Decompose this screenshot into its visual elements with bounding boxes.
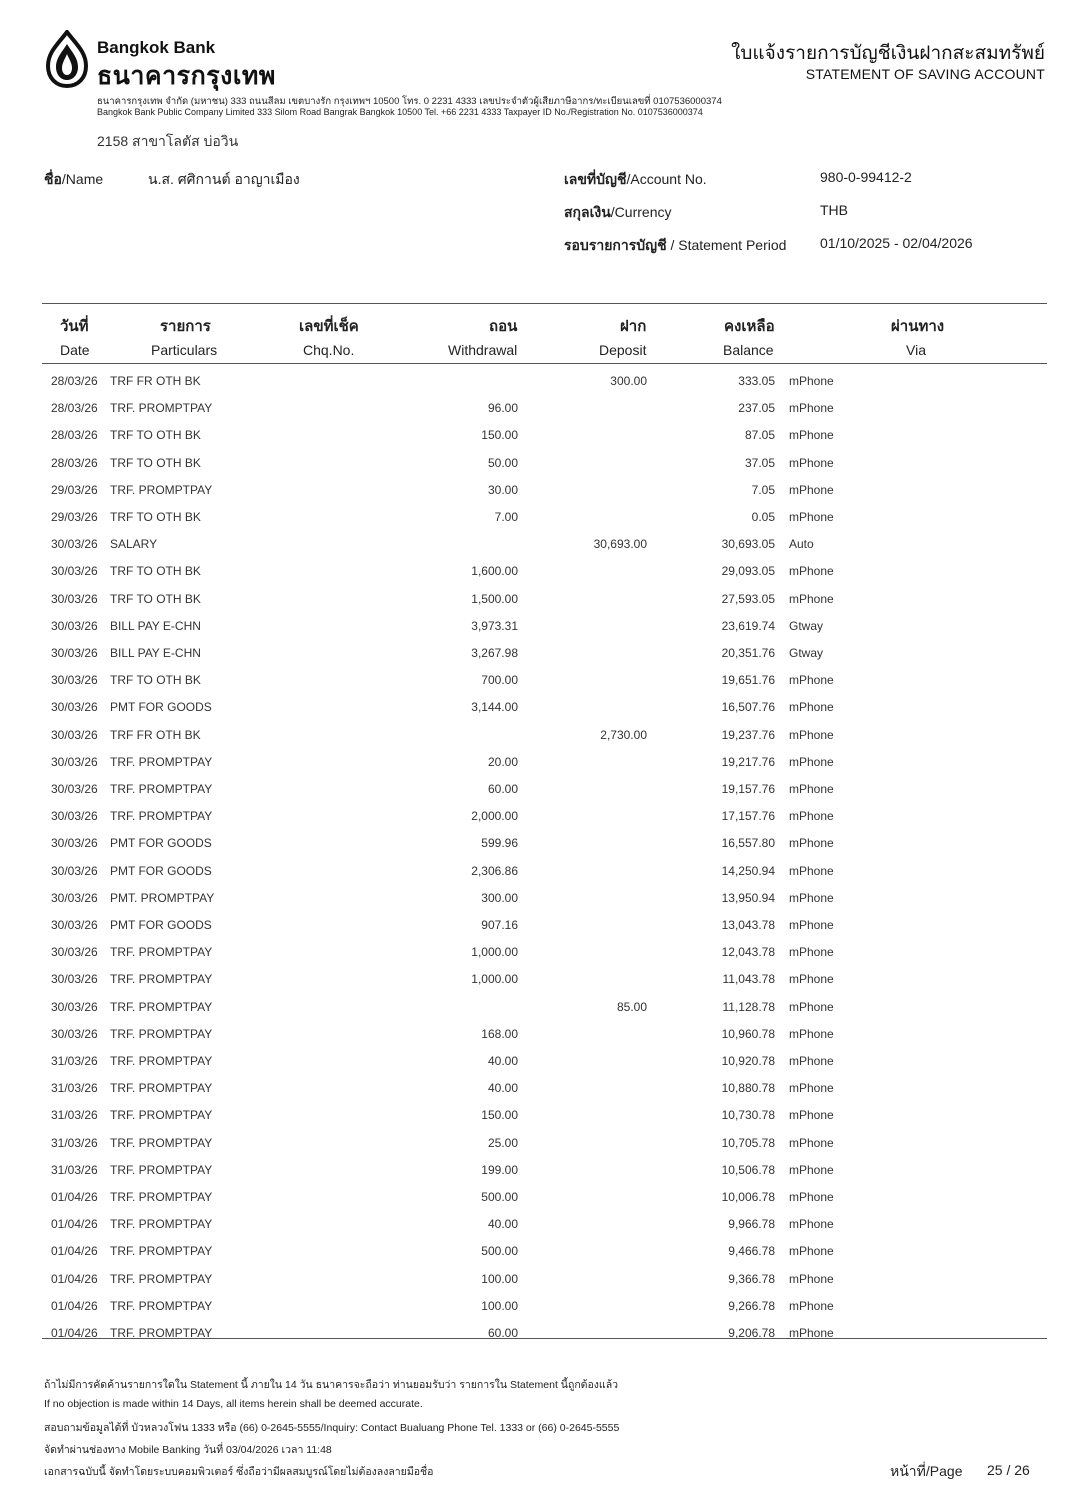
- row-via: mPhone: [789, 863, 834, 878]
- row-particulars: TRF. PROMPTPAY: [110, 1326, 213, 1340]
- row-date: 30/03/26: [51, 673, 98, 688]
- row-withdrawal: 25.00: [487, 1135, 518, 1150]
- row-balance: 19,217.76: [721, 754, 775, 769]
- row-withdrawal: 700.00: [481, 673, 518, 688]
- table-row: [0, 891, 1090, 909]
- row-particulars: TRF. PROMPTPAY: [110, 972, 213, 987]
- account-no-value: 980-0-99412-2: [820, 169, 912, 185]
- row-date: 31/03/26: [51, 1081, 98, 1096]
- row-deposit: 300.00: [610, 374, 647, 388]
- row-withdrawal: 500.00: [481, 1244, 518, 1259]
- row-withdrawal: 1,500.00: [471, 591, 518, 606]
- row-withdrawal: 30.00: [487, 482, 518, 497]
- bank-address-th: ธนาคารกรุงเทพ จำกัด (มหาชน) 333 ถนนสีลม เขตบางรัก กรุงเทพฯ 10500 โทร. 0 2231 4333 เลขประจำตัวผู้เสียภาษีอากร/ทะเบียนเลขที่ 0107536000374: [97, 96, 722, 107]
- table-row: [0, 1081, 1090, 1099]
- row-date: 28/03/26: [51, 374, 98, 388]
- row-via: mPhone: [789, 401, 834, 416]
- row-particulars: TRF TO OTH BK: [110, 510, 201, 524]
- row-particulars: TRF. PROMPTPAY: [110, 1271, 213, 1286]
- brand-name-en: Bangkok Bank: [97, 38, 216, 57]
- header-via-th: ผ่านทาง: [891, 318, 945, 335]
- row-particulars: TRF. PROMPTPAY: [110, 782, 213, 796]
- row-date: 30/03/26: [51, 754, 98, 769]
- row-particulars: TRF TO OTH BK: [110, 673, 201, 688]
- row-via: mPhone: [789, 1135, 834, 1150]
- row-balance: 9,206.78: [728, 1326, 775, 1340]
- table-row: [0, 1217, 1090, 1235]
- row-date: 30/03/26: [51, 564, 98, 579]
- row-particulars: TRF. PROMPTPAY: [110, 754, 213, 769]
- row-via: mPhone: [789, 1054, 834, 1068]
- table-bottom-rule: [42, 1338, 1047, 1339]
- table-row: [0, 1000, 1090, 1018]
- row-particulars: TRF. PROMPTPAY: [110, 1081, 213, 1096]
- row-withdrawal: 3,973.31: [471, 618, 518, 633]
- row-balance: 30,693.05: [721, 537, 775, 552]
- row-via: mPhone: [789, 945, 834, 960]
- row-withdrawal: 1,000.00: [471, 945, 518, 960]
- row-withdrawal: 300.00: [481, 890, 518, 905]
- header-withdrawal-en: Withdrawal: [448, 342, 518, 358]
- statement-title-th: ใบแจ้งรายการบัญชีเงินฝากสะสมทรัพย์: [731, 43, 1045, 64]
- row-via: mPhone: [789, 1326, 834, 1340]
- row-date: 30/03/26: [51, 618, 98, 633]
- row-particulars: TRF FR OTH BK: [110, 374, 201, 388]
- row-balance: 0.05: [751, 510, 775, 524]
- row-date: 31/03/26: [51, 1054, 98, 1068]
- header-balance-th: คงเหลือ: [724, 318, 775, 335]
- table-row: [0, 700, 1090, 718]
- row-date: 30/03/26: [51, 918, 98, 932]
- header-particulars-en: Particulars: [151, 342, 218, 358]
- row-balance: 87.05: [744, 428, 775, 443]
- row-deposit: 85.00: [616, 999, 647, 1014]
- row-date: 30/03/26: [51, 782, 98, 796]
- row-date: 30/03/26: [51, 591, 98, 606]
- row-via: Auto: [789, 537, 814, 552]
- row-balance: 10,006.78: [721, 1190, 775, 1204]
- row-particulars: TRF FR OTH BK: [110, 727, 201, 742]
- row-via: mPhone: [789, 809, 834, 824]
- row-date: 30/03/26: [51, 809, 98, 824]
- row-via: mPhone: [789, 782, 834, 796]
- row-withdrawal: 96.00: [487, 401, 518, 416]
- row-withdrawal: 60.00: [487, 1326, 518, 1340]
- table-row: [0, 537, 1090, 555]
- row-via: mPhone: [789, 1217, 834, 1232]
- row-balance: 19,651.76: [721, 673, 775, 688]
- row-withdrawal: 199.00: [481, 1162, 518, 1177]
- row-balance: 10,506.78: [721, 1162, 775, 1177]
- row-withdrawal: 150.00: [481, 1108, 518, 1123]
- row-particulars: TRF. PROMPTPAY: [110, 1135, 213, 1150]
- table-row: [0, 401, 1090, 419]
- row-deposit: 2,730.00: [600, 727, 647, 742]
- bank-address-en: Bangkok Bank Public Company Limited 333 Silom Road Bangrak Bangkok 10500 Tel. +66 2231 4333 Taxpayer ID No./Registration No. 0107536000374: [97, 107, 703, 117]
- table-row: [0, 728, 1090, 746]
- row-particulars: TRF TO OTH BK: [110, 564, 201, 579]
- row-withdrawal: 7.00: [494, 510, 518, 524]
- row-via: mPhone: [789, 700, 834, 715]
- row-particulars: TRF. PROMPTPAY: [110, 401, 213, 416]
- row-via: mPhone: [789, 673, 834, 688]
- header-deposit-th: ฝาก: [620, 318, 647, 335]
- page-number-label: หน้าที่/Page: [890, 1463, 963, 1479]
- row-date: 28/03/26: [51, 455, 98, 470]
- header-chqno-th: เลขที่เช็ค: [299, 318, 359, 335]
- row-date: 01/04/26: [51, 1326, 98, 1340]
- row-withdrawal: 50.00: [487, 455, 518, 470]
- row-withdrawal: 40.00: [487, 1054, 518, 1068]
- row-particulars: TRF. PROMPTPAY: [110, 1162, 213, 1177]
- row-balance: 11,043.78: [722, 972, 775, 987]
- branch-name: 2158 สาขาโลตัส บ่อวิน: [97, 133, 239, 149]
- row-balance: 20,351.76: [721, 646, 775, 660]
- row-via: mPhone: [789, 374, 834, 388]
- row-date: 29/03/26: [51, 482, 98, 497]
- table-row: [0, 918, 1090, 936]
- statement-title-en: STATEMENT OF SAVING ACCOUNT: [805, 66, 1045, 82]
- row-date: 30/03/26: [51, 646, 98, 660]
- row-via: mPhone: [789, 1081, 834, 1096]
- row-particulars: TRF. PROMPTPAY: [110, 809, 213, 824]
- row-balance: 13,043.78: [721, 918, 775, 932]
- row-via: mPhone: [789, 1026, 834, 1041]
- table-row: [0, 1326, 1090, 1344]
- row-balance: 23,619.74: [721, 618, 775, 633]
- row-date: 01/04/26: [51, 1244, 98, 1259]
- table-row: [0, 1027, 1090, 1045]
- row-balance: 9,466.78: [728, 1244, 775, 1259]
- row-particulars: PMT. PROMPTPAY: [110, 890, 215, 905]
- bangkok-bank-logo-icon: [44, 30, 90, 88]
- row-balance: 9,966.78: [728, 1217, 775, 1232]
- table-row: [0, 673, 1090, 691]
- account-holder-name: น.ส. ศศิกานต์ อาญาเมือง: [148, 171, 300, 187]
- row-date: 30/03/26: [51, 863, 98, 878]
- row-withdrawal: 40.00: [487, 1081, 518, 1096]
- row-date: 30/03/26: [51, 727, 98, 742]
- table-row: [0, 945, 1090, 963]
- table-row: [0, 836, 1090, 854]
- row-particulars: TRF. PROMPTPAY: [110, 1054, 213, 1068]
- statement-period-label: รอบรายการบัญชี / Statement Period: [564, 237, 787, 253]
- row-balance: 10,705.78: [721, 1135, 775, 1150]
- brand-name-th: ธนาคารกรุงเทพ: [97, 62, 276, 90]
- footer-inquiry: สอบถามข้อมูลได้ที่ บัวหลวงโฟน 1333 หรือ (66) 0-2645-5555/Inquiry: Contact Bualuang Phone Tel. 1333 or (66) 0-2645-5555: [44, 1422, 620, 1434]
- table-row: [0, 1190, 1090, 1208]
- name-label: ชื่อ/Name: [44, 171, 104, 187]
- table-row: [0, 456, 1090, 474]
- row-particulars: TRF TO OTH BK: [110, 591, 201, 606]
- row-withdrawal: 907.16: [481, 918, 518, 932]
- row-date: 31/03/26: [51, 1162, 98, 1177]
- row-balance: 19,157.76: [721, 782, 775, 796]
- row-particulars: TRF. PROMPTPAY: [110, 945, 213, 960]
- row-balance: 37.05: [744, 455, 775, 470]
- row-via: Gtway: [789, 618, 824, 633]
- row-via: mPhone: [789, 836, 834, 851]
- row-withdrawal: 20.00: [487, 754, 518, 769]
- row-balance: 9,366.78: [728, 1271, 775, 1286]
- table-row: [0, 592, 1090, 610]
- row-balance: 9,266.78: [728, 1298, 775, 1313]
- row-date: 30/03/26: [51, 537, 98, 552]
- row-withdrawal: 3,144.00: [471, 700, 518, 715]
- table-row: [0, 1244, 1090, 1262]
- row-balance: 17,157.76: [721, 809, 775, 824]
- header-withdrawal-th: ถอน: [489, 318, 518, 335]
- row-particulars: SALARY: [110, 537, 158, 552]
- header-date-th: วันที่: [60, 318, 89, 335]
- row-withdrawal: 100.00: [481, 1271, 518, 1286]
- row-date: 28/03/26: [51, 401, 98, 416]
- table-row: [0, 809, 1090, 827]
- row-particulars: PMT FOR GOODS: [110, 836, 212, 851]
- row-particulars: TRF. PROMPTPAY: [110, 1244, 213, 1259]
- row-balance: 13,950.94: [721, 890, 775, 905]
- header-date-en: Date: [60, 342, 90, 358]
- row-via: mPhone: [789, 1108, 834, 1123]
- row-withdrawal: 1,000.00: [471, 972, 518, 987]
- row-balance: 11,128.78: [722, 999, 775, 1014]
- row-via: mPhone: [789, 972, 834, 987]
- currency-label: สกุลเงิน/Currency: [564, 204, 672, 220]
- header-particulars-th: รายการ: [160, 318, 211, 335]
- row-date: 30/03/26: [51, 890, 98, 905]
- row-particulars: BILL PAY E-CHN: [110, 618, 201, 633]
- row-date: 30/03/26: [51, 1026, 98, 1041]
- row-via: mPhone: [789, 482, 834, 497]
- row-withdrawal: 168.00: [481, 1026, 518, 1041]
- row-via: mPhone: [789, 918, 834, 932]
- row-date: 30/03/26: [51, 945, 98, 960]
- row-via: mPhone: [789, 455, 834, 470]
- account-no-label: เลขที่บัญชี/Account No.: [564, 171, 707, 187]
- row-date: 31/03/26: [51, 1108, 98, 1123]
- header-balance-en: Balance: [723, 342, 774, 358]
- table-row: [0, 1054, 1090, 1072]
- row-particulars: TRF. PROMPTPAY: [110, 1190, 213, 1204]
- row-balance: 10,880.78: [721, 1081, 775, 1096]
- row-via: mPhone: [789, 1162, 834, 1177]
- page-number-value: 25 / 26: [987, 1462, 1030, 1478]
- row-withdrawal: 599.96: [481, 836, 518, 851]
- row-particulars: BILL PAY E-CHN: [110, 646, 201, 660]
- row-date: 29/03/26: [51, 510, 98, 524]
- row-balance: 14,250.94: [721, 863, 775, 878]
- table-row: [0, 755, 1090, 773]
- row-date: 01/04/26: [51, 1298, 98, 1313]
- row-withdrawal: 2,306.86: [471, 863, 518, 878]
- row-date: 31/03/26: [51, 1135, 98, 1150]
- row-via: mPhone: [789, 754, 834, 769]
- table-row: [0, 619, 1090, 637]
- table-header-rule: [42, 363, 1047, 364]
- row-date: 30/03/26: [51, 972, 98, 987]
- row-balance: 19,237.76: [721, 727, 775, 742]
- table-row: [0, 1272, 1090, 1290]
- table-row: [0, 972, 1090, 990]
- footer-objection-th: ถ้าไม่มีการคัดค้านรายการใดใน Statement นี้ ภายใน 14 วัน ธนาคารจะถือว่า ท่านยอมรับว่า รายการใน Statement นี้ถูกต้องแล้ว: [44, 1379, 619, 1391]
- row-particulars: PMT FOR GOODS: [110, 918, 212, 932]
- table-row: [0, 646, 1090, 664]
- row-via: mPhone: [789, 1271, 834, 1286]
- row-date: 01/04/26: [51, 1217, 98, 1232]
- row-particulars: TRF. PROMPTPAY: [110, 1026, 213, 1041]
- row-via: Gtway: [789, 646, 824, 660]
- row-balance: 333.05: [738, 374, 775, 388]
- footer-computer-generated-note: เอกสารฉบับนี้ จัดทำโดยระบบคอมพิวเตอร์ ซึ่งถือว่ามีผลสมบูรณ์โดยไม่ต้องลงลายมือชื่อ: [44, 1466, 434, 1478]
- row-balance: 29,093.05: [721, 564, 775, 579]
- row-balance: 10,960.78: [721, 1026, 775, 1041]
- table-row: [0, 782, 1090, 800]
- header-chqno-en: Chq.No.: [303, 342, 355, 358]
- row-deposit: 30,693.00: [593, 537, 647, 552]
- row-balance: 10,920.78: [721, 1054, 775, 1068]
- row-withdrawal: 100.00: [481, 1298, 518, 1313]
- row-via: mPhone: [789, 1244, 834, 1259]
- row-particulars: TRF. PROMPTPAY: [110, 999, 213, 1014]
- row-particulars: TRF. PROMPTPAY: [110, 1298, 213, 1313]
- currency-value: THB: [820, 202, 848, 218]
- table-top-rule: [42, 303, 1047, 304]
- table-row: [0, 483, 1090, 501]
- row-balance: 237.05: [738, 401, 775, 416]
- footer-generated-date: จัดทำผ่านช่องทาง Mobile Banking วันที่ 03/04/2026 เวลา 11:48: [44, 1444, 332, 1456]
- row-date: 30/03/26: [51, 836, 98, 851]
- row-particulars: PMT FOR GOODS: [110, 700, 212, 715]
- table-row: [0, 1136, 1090, 1154]
- table-row: [0, 1163, 1090, 1181]
- row-particulars: TRF. PROMPTPAY: [110, 1217, 213, 1232]
- row-balance: 27,593.05: [721, 591, 775, 606]
- row-date: 28/03/26: [51, 428, 98, 443]
- row-balance: 12,043.78: [721, 945, 775, 960]
- header-deposit-en: Deposit: [599, 342, 647, 358]
- row-date: 30/03/26: [51, 999, 98, 1014]
- row-via: mPhone: [789, 1190, 834, 1204]
- table-row: [0, 864, 1090, 882]
- table-row: [0, 1299, 1090, 1317]
- row-particulars: TRF TO OTH BK: [110, 428, 201, 443]
- statement-period-value: 01/10/2025 - 02/04/2026: [820, 235, 973, 251]
- row-particulars: PMT FOR GOODS: [110, 863, 212, 878]
- row-balance: 10,730.78: [721, 1108, 775, 1123]
- row-via: mPhone: [789, 890, 834, 905]
- row-particulars: TRF. PROMPTPAY: [110, 482, 213, 497]
- row-balance: 7.05: [751, 482, 775, 497]
- row-withdrawal: 2,000.00: [471, 809, 518, 824]
- table-row: [0, 564, 1090, 582]
- header-via-en: Via: [906, 342, 926, 358]
- table-row: [0, 510, 1090, 528]
- row-withdrawal: 150.00: [481, 428, 518, 443]
- row-date: 01/04/26: [51, 1190, 98, 1204]
- row-withdrawal: 60.00: [487, 782, 518, 796]
- row-particulars: TRF TO OTH BK: [110, 455, 201, 470]
- row-balance: 16,557.80: [721, 836, 775, 851]
- row-withdrawal: 1,600.00: [471, 564, 518, 579]
- row-withdrawal: 3,267.98: [471, 646, 518, 660]
- row-via: mPhone: [789, 1298, 834, 1313]
- row-via: mPhone: [789, 727, 834, 742]
- table-row: [0, 374, 1090, 392]
- table-row: [0, 428, 1090, 446]
- footer-objection-en: If no objection is made within 14 Days, all items herein shall be deemed accurate.: [44, 1398, 423, 1410]
- row-withdrawal: 40.00: [487, 1217, 518, 1232]
- row-via: mPhone: [789, 591, 834, 606]
- row-date: 30/03/26: [51, 700, 98, 715]
- row-via: mPhone: [789, 564, 834, 579]
- row-withdrawal: 500.00: [481, 1190, 518, 1204]
- row-via: mPhone: [789, 510, 834, 524]
- row-via: mPhone: [789, 428, 834, 443]
- row-particulars: TRF. PROMPTPAY: [110, 1108, 213, 1123]
- row-via: mPhone: [789, 999, 834, 1014]
- row-balance: 16,507.76: [721, 700, 775, 715]
- table-row: [0, 1108, 1090, 1126]
- row-date: 01/04/26: [51, 1271, 98, 1286]
